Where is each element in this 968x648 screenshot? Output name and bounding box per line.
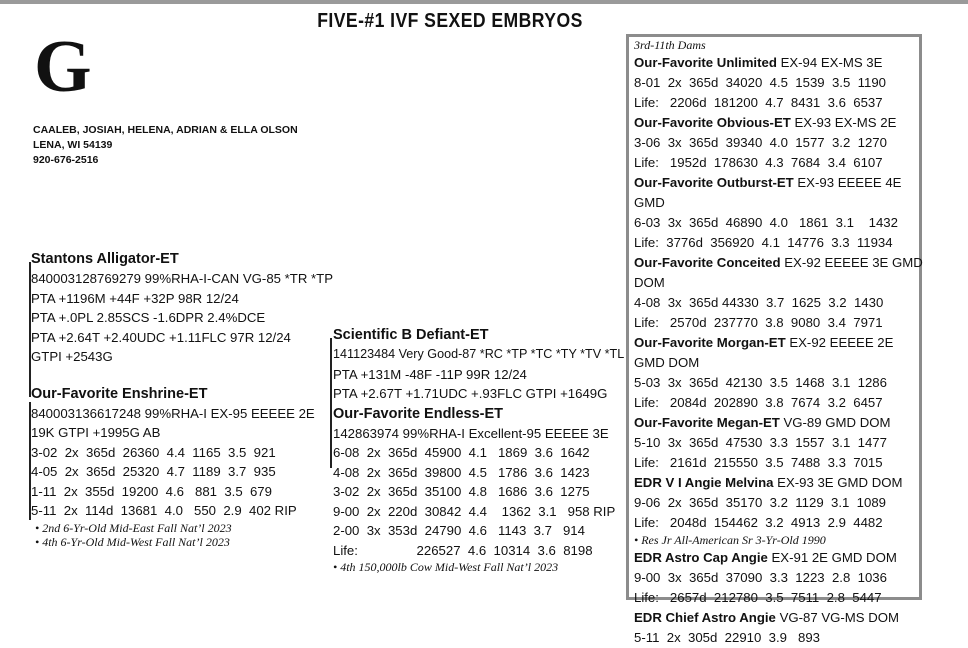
dam-record: 3-06 3x 365d 39340 4.0 1577 3.2 1270 <box>634 135 887 150</box>
sire2-line: PTA +2.67T +1.71UDC +.93FLC GTPI +1649G <box>333 386 608 401</box>
dam-lifetime: Life: 2048d 154462 3.2 4913 2.9 4482 <box>634 515 883 530</box>
dam-record: 4-08 3x 365d 44330 3.7 1625 3.2 1430 <box>634 295 884 310</box>
sire1-line: PTA +.0PL 2.85SCS -1.6DPR 2.4%DCE <box>31 310 266 325</box>
sire1-line: GTPI +2543G <box>31 349 113 364</box>
owner-location: LENA, WI 54139 <box>33 139 113 151</box>
dam-classification: EX-92 EEEEE 3E GMD DOM <box>634 255 923 290</box>
dam-classification: VG-87 VG-MS DOM <box>779 610 900 625</box>
left-pedigree-column <box>31 249 334 549</box>
dam-record: 8-01 2x 365d 34020 4.5 1539 3.5 1190 <box>634 75 886 90</box>
sire1-line: PTA +1196M +44F +32P 98R 12/24 <box>31 290 239 306</box>
dam-classification: EX-93 EX-MS 2E <box>794 115 897 130</box>
dam1-note: • 2nd 6-Yr-Old Mid-East Fall Nat’l 2023 <box>35 520 232 535</box>
dam2-record: 3-02 2x 365d 35100 4.8 1686 3.6 1275 <box>333 484 590 499</box>
dam-lifetime: Life: 2161d 215550 3.5 7488 3.3 7015 <box>634 455 883 470</box>
dam-note: • Res Jr All-American Sr 3-Yr-Old 1990 <box>634 533 826 547</box>
dam2-record: 4-08 2x 365d 39800 4.5 1786 3.6 1423 <box>333 464 590 480</box>
dam-record: 9-00 3x 365d 37090 3.3 1223 2.8 1036 <box>634 570 887 585</box>
dam-entry-name <box>634 333 924 373</box>
dam-classification: EX-92 EEEEE 2E GMD DOM <box>634 335 894 370</box>
dam-entry-name <box>634 548 924 568</box>
dam-name: Our-Favorite Conceited <box>634 255 781 270</box>
dam-record: 9-06 2x 365d 35170 3.2 1129 3.1 1089 <box>634 495 886 510</box>
dams-heading: 3rd-11th Dams <box>634 38 706 52</box>
dam2-record: 2-00 3x 353d 24790 4.6 1143 3.7 914 <box>333 523 585 538</box>
dam-record: 6-03 3x 365d 46890 4.0 1861 3.1 1432 <box>634 215 898 230</box>
dam-lifetime: Life: 3776d 356920 4.1 14776 3.3 11934 <box>634 235 893 250</box>
dam-record: 5-03 3x 365d 42130 3.5 1468 3.1 1286 <box>634 375 887 390</box>
dams-box <box>634 38 924 648</box>
dam-lifetime: Life: 2570d 237770 3.8 9080 3.4 7971 <box>634 315 883 330</box>
dam2-record: 6-08 2x 365d 45900 4.1 1869 3.6 1642 <box>333 445 590 460</box>
dam-classification: EX-91 2E GMD DOM <box>771 550 897 565</box>
dam-classification: EX-93 3E GMD DOM <box>777 475 903 490</box>
dam1-record: 4-05 2x 365d 25320 4.7 1189 3.7 935 <box>31 464 276 479</box>
owner-names: CAALEB, JOSIAH, HELENA, ADRIAN & ELLA OLSON <box>33 124 298 136</box>
dam-name: Our-Favorite Outburst-ET <box>634 175 794 190</box>
dam1-line: 840003136617248 99%RHA-I EX-95 EEEEE 2E <box>31 405 315 421</box>
dam2-lifetime: Life: 226527 4.6 10314 3.6 8198 <box>333 542 593 558</box>
dam-name: EDR Chief Astro Angie <box>634 610 776 625</box>
sire2-name: Scientific B Defiant-ET <box>333 327 489 343</box>
dam-name: Our-Favorite Megan-ET <box>634 415 780 430</box>
dam-name: Our-Favorite Obvious-ET <box>634 115 791 130</box>
owner-phone: 920-676-2516 <box>33 154 99 166</box>
dam-lifetime: Life: 1952d 178630 4.3 7684 3.4 6107 <box>634 155 883 170</box>
dam-classification: EX-93 EEEEE 4E GMD <box>634 175 902 210</box>
sire1-name: Stantons Alligator-ET <box>31 251 179 267</box>
dam-name: Our-Favorite Unlimited <box>634 55 777 70</box>
dam-record: 5-10 3x 365d 47530 3.3 1557 3.1 1477 <box>634 435 887 450</box>
dam-lifetime: Life: 2084d 202890 3.8 7674 3.2 6457 <box>634 395 883 410</box>
top-rule <box>0 0 968 4</box>
dam-entry-name <box>634 113 924 133</box>
dam-name: EDR Astro Cap Angie <box>634 550 768 565</box>
dam2-name: Our-Favorite Endless-ET <box>333 405 504 422</box>
dam1-record: 3-02 2x 365d 26360 4.4 1165 3.5 921 <box>31 444 276 460</box>
dam1-record: 5-11 2x 114d 13681 4.0 550 2.9 402 RIP <box>31 503 297 518</box>
dam-entry-name <box>634 413 924 433</box>
dam-name: EDR V I Angie Melvina <box>634 475 774 490</box>
dam-entry-name <box>634 253 924 293</box>
dam2-note: • 4th 150,000lb Cow Mid-West Fall Nat’l 2023 <box>333 560 559 574</box>
dam-classification: EX-94 EX-MS 3E <box>780 55 883 70</box>
dam1-record: 1-11 2x 355d 19200 4.6 881 3.5 679 <box>31 483 272 499</box>
dam-entry-name <box>634 473 924 493</box>
dam2-line: 142863974 99%RHA-I Excellent-95 EEEEE 3E <box>333 425 609 441</box>
dams-list <box>634 53 924 648</box>
dam-classification: VG-89 GMD DOM <box>783 415 891 430</box>
dam-lifetime: Life: 2657d 212780 3.5 7511 2.8 5447 <box>634 590 882 605</box>
middle-pedigree-column <box>333 325 623 574</box>
sire1-line: 840003128769279 99%RHA-I-CAN VG-85 *TR *TP <box>31 271 334 286</box>
owner-block <box>33 123 298 168</box>
sire2-line: 141123484 Very Good-87 *RC *TP *TC *TY *TV *TL <box>333 347 625 361</box>
dam1-note: • 4th 6-Yr-Old Mid-West Fall Nat’l 2023 <box>35 534 230 549</box>
sire1-line: PTA +2.64T +2.40UDC +1.11FLC 97R 12/24 <box>31 329 291 345</box>
dam1-name: Our-Favorite Enshrine-ET <box>31 385 208 402</box>
dam1-line: 19K GTPI +1995G AB <box>31 425 161 440</box>
logo-letter: G <box>34 26 92 108</box>
dam-entry-name <box>634 608 924 628</box>
dam-name: Our-Favorite Morgan-ET <box>634 335 786 350</box>
dam-entry-name <box>634 53 924 73</box>
dam-entry-name <box>634 173 924 213</box>
sire2-line: PTA +131M -48F -11P 99R 12/24 <box>333 366 527 382</box>
dam2-record: 9-00 2x 220d 30842 4.4 1362 3.1 958 RIP <box>333 503 616 519</box>
dam-record: 5-11 2x 305d 22910 3.9 893 <box>634 630 820 645</box>
page-title: FIVE-#1 IVF SEXED EMBRYOS <box>317 10 583 32</box>
dam-lifetime: Life: 2206d 181200 4.7 8431 3.6 6537 <box>634 95 883 110</box>
